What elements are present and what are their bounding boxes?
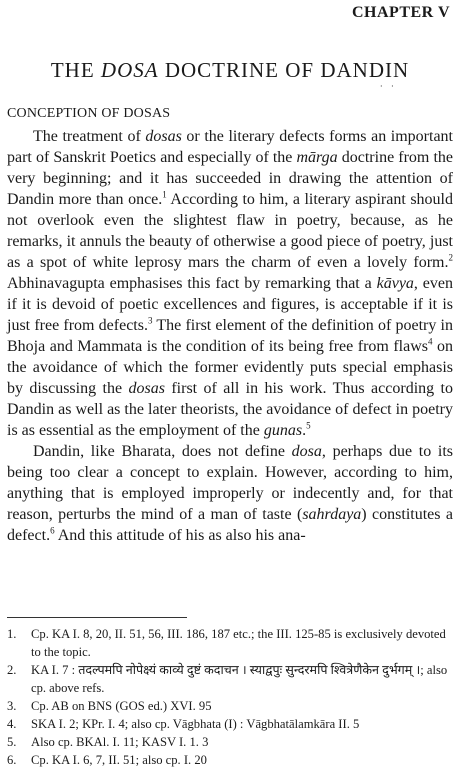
text-run: on the avoidance of which the former evidently puts special emphasis by discussing the [7,338,454,397]
body-paragraph [7,441,453,546]
footnote-ref: 3 [147,315,153,326]
footnote-number: 4. [7,717,17,731]
chapter-heading: CHAPTER V [352,4,450,21]
text-run: or the literary defects forms an important part of Sanskrit Poetics and especially of the [7,128,453,166]
text-run: According to him, a literary aspirant should not overlook even the slightest flaw in poetry, because, as he remarks, it annuls the beauty of otherwise a good piece of poetry, just as a spot of white leprosy mars the charm of even a lovely form. [7,191,453,271]
footnote-text: SKA I. 2; KPr. I. 4; also cp. Vāgbhata (I) : Vāgbhatālamkāra II. 5 [31,717,360,731]
footnote-number: 6. [7,753,17,767]
italic-term: dosas [145,128,182,145]
footnote [7,751,453,769]
footnote-number: 2. [7,663,17,677]
text-run: , perhaps due to its being too clear a concept to explain. However, according to him, anything that is employed improperly or indecently and, for that reason, perturbs the mind of a man of taste ( [7,443,454,523]
footnote [7,625,453,661]
italic-term: dosa [291,443,322,460]
footnote-text: KA I. 7 : तदल्पमपि नोपेक्ष्यं काव्ये दुष्टं कदाचन । स्याद्वपुः सुन्दरमपि श्वित्रेणैकेन दुर्भगम् ।; also cp. above refs. [31,663,448,695]
text-run: And this attitude of his as also his ana- [54,527,306,544]
text-run: , even if it is devoid of poetic excellences and figures, is acceptable if it is just free from defects. [7,275,454,334]
body-text [7,126,453,546]
text-run: The first element of the definition of poetry in Bhoja and Mammata is the condition of its being free from flaws [7,317,454,355]
footnote-text: Cp. KA I. 6, 7, II. 51; also cp. I. 20 [31,753,207,767]
footnote-text: Cp. KA I. 8, 20, II. 51, 56, III. 186, 187 etc.; the III. 125-85 is exclusively devoted to the topic. [31,627,446,659]
text-run: Dandin, like Bharata, does not define [33,443,292,460]
text-run: . [302,422,307,439]
print-speck: · · [380,82,397,91]
text-run: Abhinavagupta emphasises this fact by remarking that a [7,275,377,292]
text-run: first of all in his work. Thus according to Dandin as well as the later theorists, the avoidance of defect in poetry is as essential as the employment of the [7,380,454,439]
page-title [0,58,460,83]
footnote-ref: 5 [306,420,311,431]
footnote-ref: 6 [50,525,55,536]
footnotes [7,625,453,769]
footnote [7,715,453,733]
footnote-ref: 1 [162,189,167,200]
footnote-number: 1. [7,627,17,641]
text-run: ) constitutes a defect. [7,506,453,544]
title-prefix: THE [50,58,101,82]
footnote-text: Cp. AB on BNS (GOS ed.) XVI. 95 [31,699,212,713]
footnote-text: Also cp. BKAl. I. 11; KASV I. 1. 3 [31,735,209,749]
title-italic: DOSA [100,58,159,82]
body-paragraph [7,126,453,441]
italic-term: kāvya [376,275,414,292]
footnote [7,697,453,715]
text-run: doctrine from the very beginning; and it has succeeded in drawing the attention of Dandin more than once. [7,149,453,208]
title-suffix: DOCTRINE OF DANDIN [158,58,410,82]
footnote [7,733,453,751]
footnote [7,661,453,697]
italic-term: gunas [263,422,303,439]
footnote-rule [7,617,187,618]
footnote-ref: 4 [428,336,433,347]
footnote-number: 3. [7,699,17,713]
footnote-ref: 2 [448,252,453,263]
italic-term: dosas [128,380,165,397]
footnote-number: 5. [7,735,17,749]
italic-term: mārga [296,149,338,166]
section-heading: CONCEPTION OF DOSAS [7,106,171,121]
text-run: The treatment of [33,128,146,145]
italic-term: sahrdaya [302,506,362,523]
